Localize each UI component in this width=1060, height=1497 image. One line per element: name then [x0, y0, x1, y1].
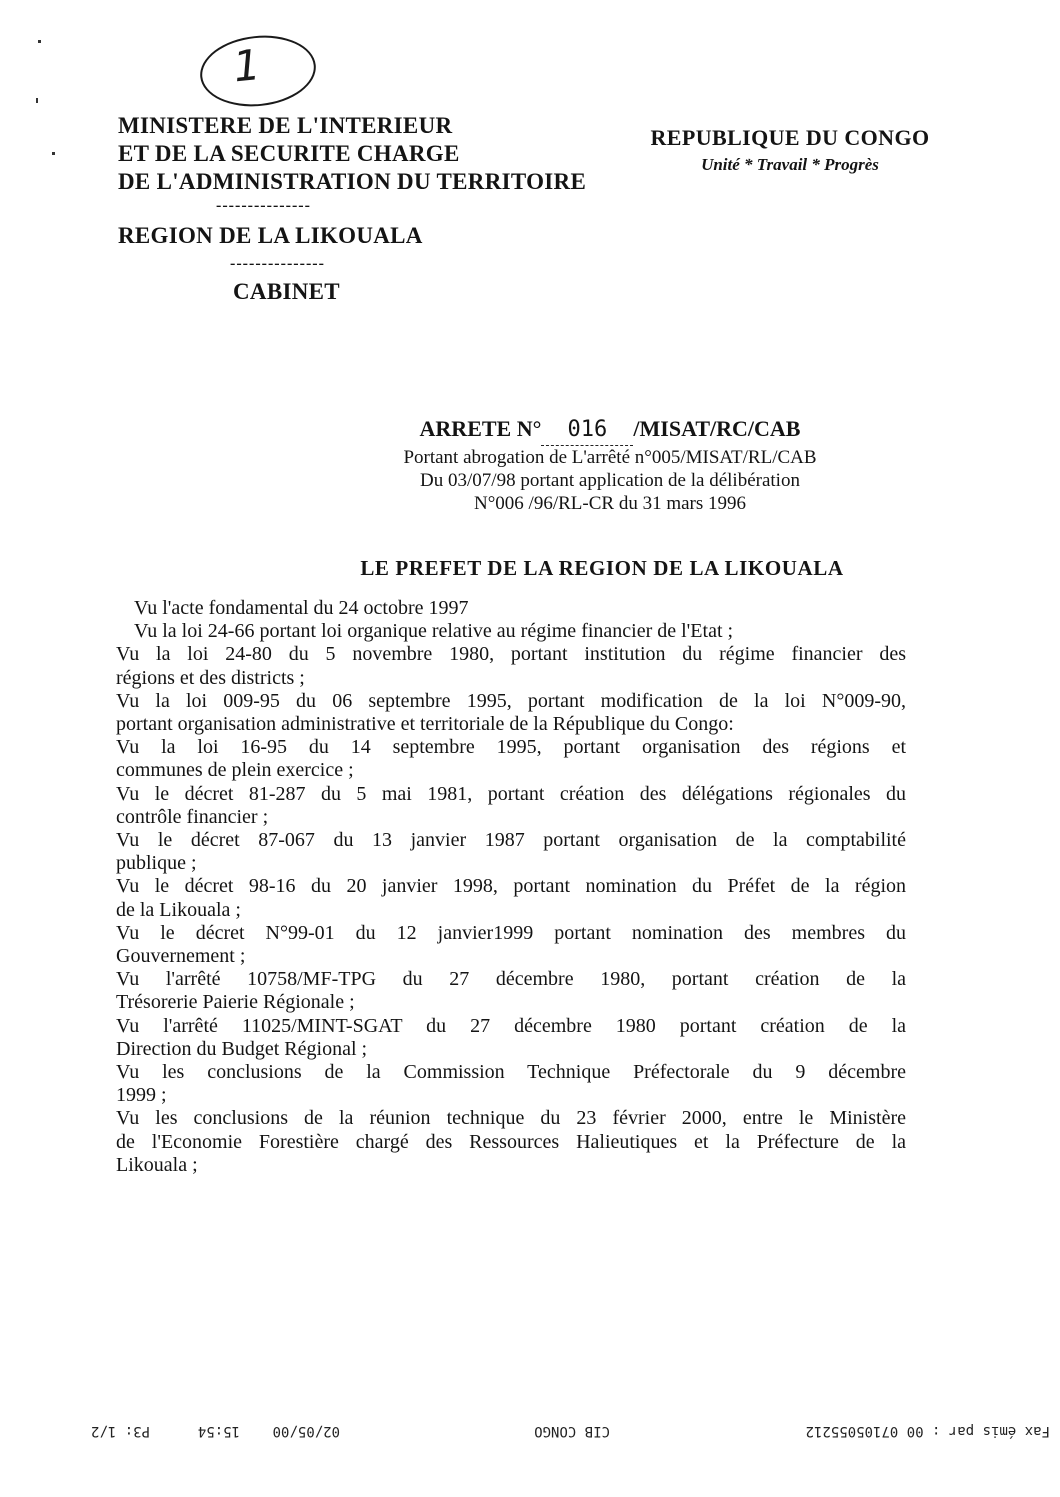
ministry-line-1: MINISTERE DE L'INTERIEUR — [118, 113, 453, 138]
republic-header — [650, 124, 930, 177]
fax-sender-name: CIB CONGO — [534, 1423, 610, 1439]
arrete-title-block — [340, 414, 880, 515]
visa-line: Vu la loi 16-95 du 14 septembre 1995, portant organisation des régions et — [116, 736, 906, 759]
handwritten-page-number — [197, 30, 320, 112]
visa-line: Gouvernement ; — [116, 945, 246, 968]
ministry-line-2: ET DE LA SECURITE CHARGE — [118, 141, 460, 166]
arrete-suffix: /MISAT/RC/CAB — [633, 416, 801, 441]
region-name: REGION DE LA LIKOUALA — [118, 223, 423, 248]
arrete-title — [340, 414, 880, 446]
arrete-subtitle-2: Du 03/07/98 portant application de la délibération — [420, 470, 800, 491]
visa-line: de la Likouala ; — [116, 898, 241, 921]
scan-speck — [38, 40, 41, 43]
arrete-subtitle-1: Portant abrogation de L'arrêté n°005/MISAT/RL/CAB — [403, 447, 817, 468]
visa-line: Likouala ; — [116, 1153, 198, 1176]
visa-line: Vu l'acte fondamental du 24 octobre 1997 — [134, 597, 469, 619]
visas-list — [116, 597, 906, 1177]
ministry-line-3: DE L'ADMINISTRATION DU TERRITOIRE — [118, 169, 587, 194]
fax-date: 02/05/00 — [272, 1423, 340, 1439]
visa-line: Vu la loi 24-80 du 5 novembre 1980, portant institution du régime financier des — [116, 643, 906, 666]
scan-speck — [36, 98, 38, 103]
arrete-subtitle-3: N°006 /96/RL-CR du 31 mars 1996 — [473, 493, 746, 514]
arrete-prefix: ARRETE N° — [419, 416, 542, 441]
visa-line: Vu l'arrêté 10758/MF-TPG du 27 décembre 1980, portant création de la — [116, 968, 906, 991]
visa-line: 1999 ; — [116, 1084, 167, 1107]
visa-line: de l'Economie Forestière chargé des Ressources Halieutiques et la Préfecture de la — [116, 1130, 906, 1153]
ministry-header — [118, 112, 586, 306]
visa-line: régions et des districts ; — [116, 666, 305, 689]
page-number-text: 1 — [230, 39, 263, 92]
header-separator: --------------- — [216, 197, 311, 214]
arrete-number: 016 — [541, 415, 633, 446]
fax-time: 15:54 — [197, 1423, 240, 1439]
visa-line: contrôle financier ; — [116, 805, 269, 828]
scan-speck — [52, 152, 55, 155]
visa-line: Vu la loi 009-95 du 06 septembre 1995, portant modification de la loi N°009-90, — [116, 689, 906, 712]
visa-line: communes de plein exercice ; — [116, 759, 354, 782]
visa-line: Vu le décret 87-067 du 13 janvier 1987 portant organisation de la comptabilité — [116, 829, 906, 852]
visa-line: Vu la loi 24-66 portant loi organique relative au régime financier de l'Etat ; — [134, 620, 734, 643]
header-separator: --------------- — [230, 255, 325, 272]
visa-line: Vu l'arrêté 11025/MINT-SGAT du 27 décembre 1980 portant création de la — [116, 1014, 906, 1037]
cabinet-label: CABINET — [233, 279, 340, 304]
fax-sender-line: Fax émis par : 00 07105055212 — [805, 1423, 1050, 1439]
visa-line: portant organisation administrative et territoriale de la République du Congo: — [116, 713, 734, 736]
visa-line: publique ; — [116, 852, 197, 875]
visa-line: Direction du Budget Régional ; — [116, 1037, 368, 1060]
visa-line: Trésorerie Paierie Régionale ; — [116, 991, 355, 1014]
prefet-heading: LE PREFET DE LA REGION DE LA LIKOUALA — [360, 556, 844, 580]
visa-line: Vu le décret 98-16 du 20 janvier 1998, portant nomination du Préfet de la région — [116, 875, 906, 898]
visa-line: Vu le décret N°99-01 du 12 janvier1999 portant nomination des membres du — [116, 921, 906, 944]
country-name: REPUBLIQUE DU CONGO — [650, 125, 930, 150]
visa-line: Vu le décret 81-287 du 5 mai 1981, portant création des délégations régionales du — [116, 782, 906, 805]
fax-page: P3: 1/2 — [90, 1423, 150, 1439]
visa-line: Vu les conclusions de la Commission Technique Préfectorale du 9 décembre — [116, 1061, 906, 1084]
national-motto: Unité * Travail * Progrès — [701, 155, 879, 174]
visa-line: Vu les conclusions de la réunion technique du 23 février 2000, entre le Ministère — [116, 1107, 906, 1130]
fax-transmission-footer — [10, 1413, 1050, 1449]
